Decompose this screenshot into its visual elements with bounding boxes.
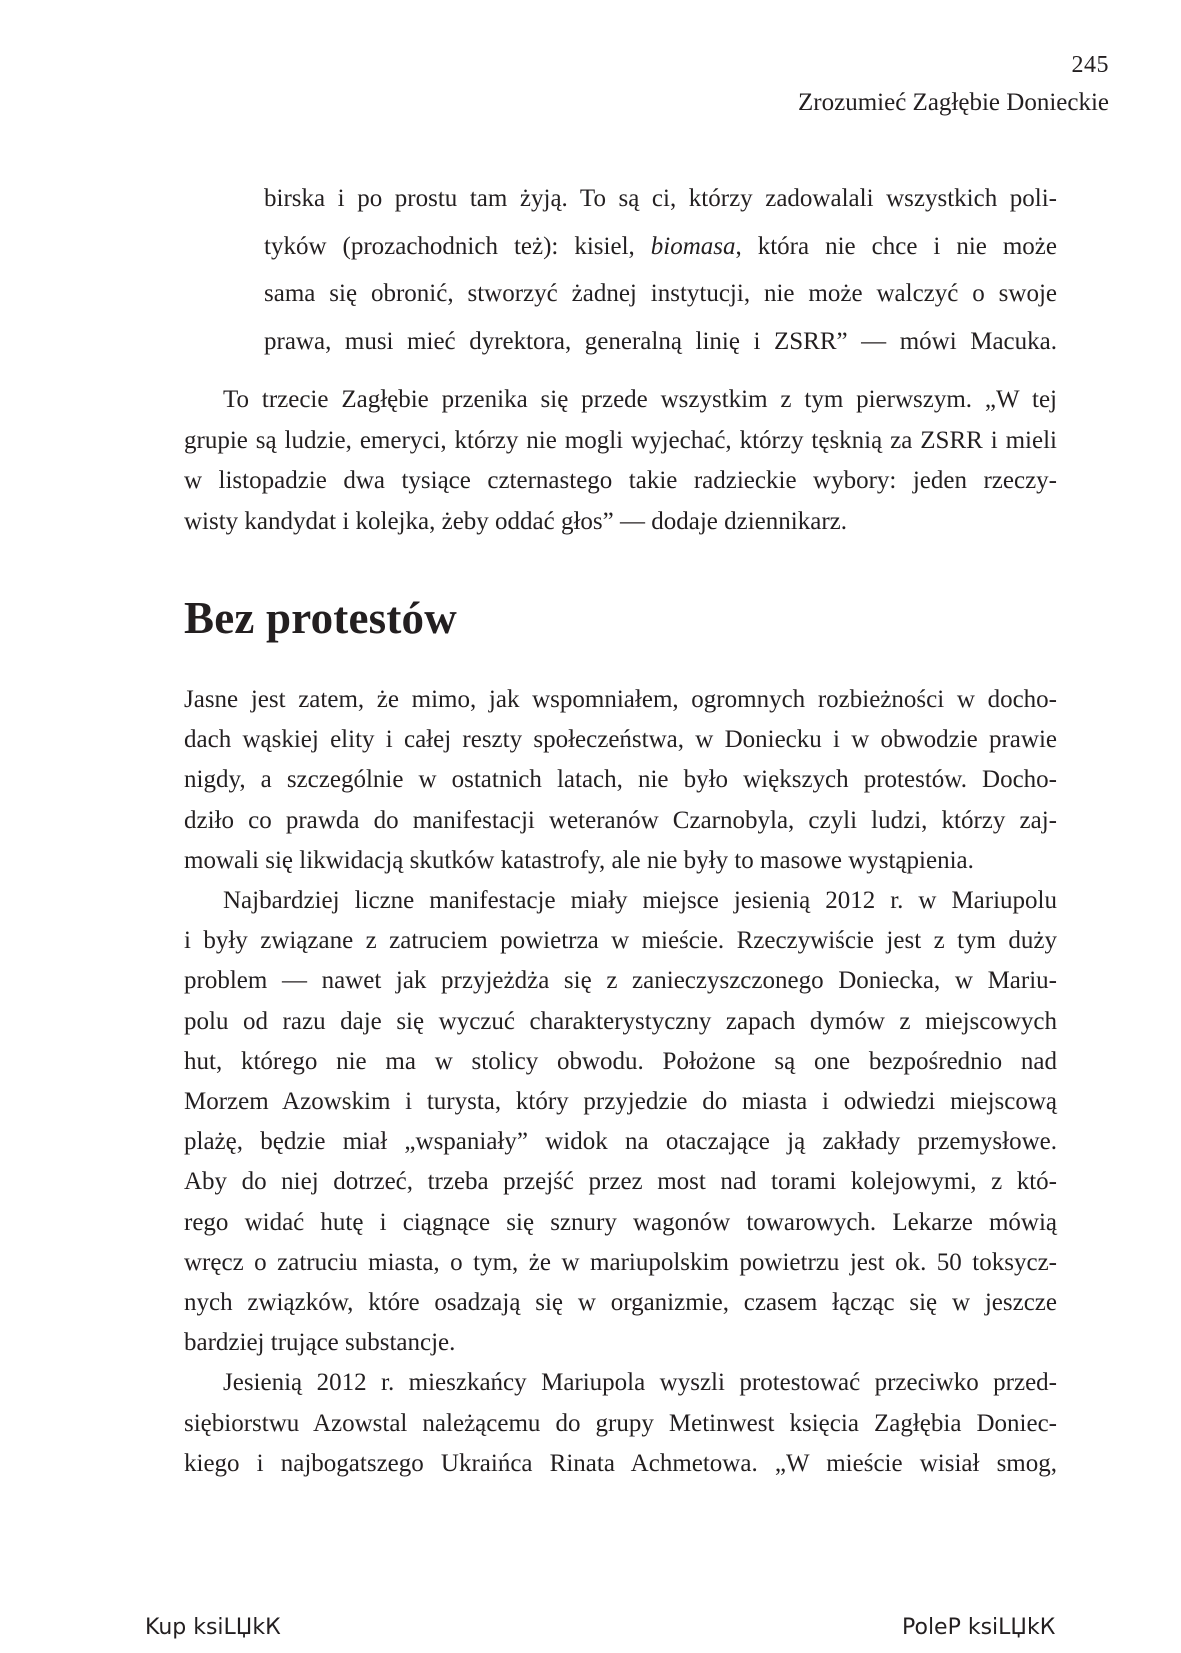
- quote-line: prawa, musi mieć dyrektora, generalną linię i ZSRR” — mówi Macuka.: [264, 328, 1057, 356]
- text-line: w listopadzie dwa tysiące czternastego takie radzieckie wybory: jeden rzeczy-: [184, 467, 1057, 494]
- text-line: wręcz o zatruciu miasta, o tym, że w mariupolskim powietrzu jest ok. 50 toksycz-: [184, 1248, 1057, 1276]
- footer-right: [902, 1615, 1055, 1640]
- text-line: Jasne jest zatem, że mimo, jak wspomniałem, ogromnych rozbieżności w docho-: [184, 686, 1057, 713]
- emphasis-biomasa: biomasa: [650, 232, 736, 260]
- text-line: Aby do niej dotrzeć, trzeba przejść przez most nad torami kolejowymi, z któ-: [184, 1168, 1057, 1196]
- running-header: Zrozumieć Zagłębie Donieckie: [798, 89, 1109, 116]
- text-line: Morzem Azowskim i turysta, który przyjedzie do miasta i odwiedzi miejscową: [184, 1088, 1057, 1116]
- text-line: bardziej trujące substancje.: [184, 1329, 456, 1357]
- quote-line: sama się obronić, stworzyć żadnej instytucji, nie może walczyć o swoje: [264, 280, 1057, 308]
- text-line: hut, którego nie ma w stolicy obwodu. Położone są one bezpośrednio nad: [184, 1047, 1057, 1075]
- buy-book-link[interactable]: Kup ksiLЏkК: [145, 1615, 281, 1640]
- text-line: polu od razu daje się wyczuć charakterystyczny zapach dymów z miejscowych: [184, 1007, 1057, 1035]
- block-quote: [264, 175, 1057, 366]
- body-text: [184, 680, 1057, 1484]
- text-line: siębiorstwu Azowstal należącemu do grupy Metinwest księcia Zagłębia Doniec-: [184, 1409, 1057, 1437]
- quote-line-part: tyków (prozachodnich też): kisiel,: [264, 232, 651, 260]
- quote-line: [264, 223, 1057, 271]
- text-line: dach wąskiej elity i całej reszty społeczeństwa, w Doniecku i w obwodzie prawie: [184, 726, 1057, 754]
- text-line: To trzecie Zagłębie przenika się przede wszystkim z tym pierwszym. „W tej: [223, 386, 1057, 413]
- text-line: i były związane z zatruciem powietrza w mieście. Rzeczywiście jest z tym duży: [184, 927, 1057, 955]
- text-line: grupie są ludzie, emeryci, którzy nie mogli wyjechać, którzy tęsknią za ZSRR i mieli: [184, 426, 1057, 454]
- quote-line-part: , która nie chce i nie może: [735, 232, 1057, 260]
- text-line: problem — nawet jak przyjeżdża się z zanieczyszczonego Doniecka, w Mariu-: [184, 967, 1057, 995]
- page-number: 245: [1071, 52, 1109, 78]
- quote-line: birska i po prostu tam żyją. To są ci, którzy zadowalali wszystkich poli-: [264, 185, 1057, 212]
- text-line: wisty kandydat i kolejka, żeby oddać głos” — dodaje dziennikarz.: [184, 507, 847, 535]
- footer-left: [145, 1615, 281, 1640]
- text-line: nigdy, a szczególnie w ostatnich latach, nie było większych protestów. Docho-: [184, 766, 1057, 794]
- recommend-book-link[interactable]: PoleP ksiLЏkК: [902, 1615, 1056, 1640]
- text-line: rego widać hutę i ciągnące się sznury wagonów towarowych. Lekarze mówią: [184, 1208, 1057, 1236]
- text-line: plażę, będzie miał „wspaniały” widok na otaczające ją zakłady przemysłowe.: [184, 1128, 1057, 1156]
- text-line: mowali się likwidacją skutków katastrofy, ale nie były to masowe wystąpienia.: [184, 846, 974, 874]
- text-line: nych związków, które osadzają się w organizmie, czasem łącząc się w jeszcze: [184, 1289, 1057, 1317]
- text-line: Jesienią 2012 r. mieszkańcy Mariupola wyszli protestować przeciwko przed-: [223, 1369, 1057, 1397]
- text-line: Najbardziej liczne manifestacje miały miejsce jesienią 2012 r. w Mariupolu: [223, 887, 1057, 915]
- section-heading: Bez protestów: [184, 593, 457, 643]
- text-line: kiego i najbogatszego Ukraińca Rinata Achmetowa. „W mieście wisiał smog,: [184, 1449, 1057, 1477]
- text-line: dziło co prawda do manifestacji weteranów Czarnobyla, czyli ludzi, którzy zaj-: [184, 806, 1057, 834]
- paragraph: [184, 380, 1057, 542]
